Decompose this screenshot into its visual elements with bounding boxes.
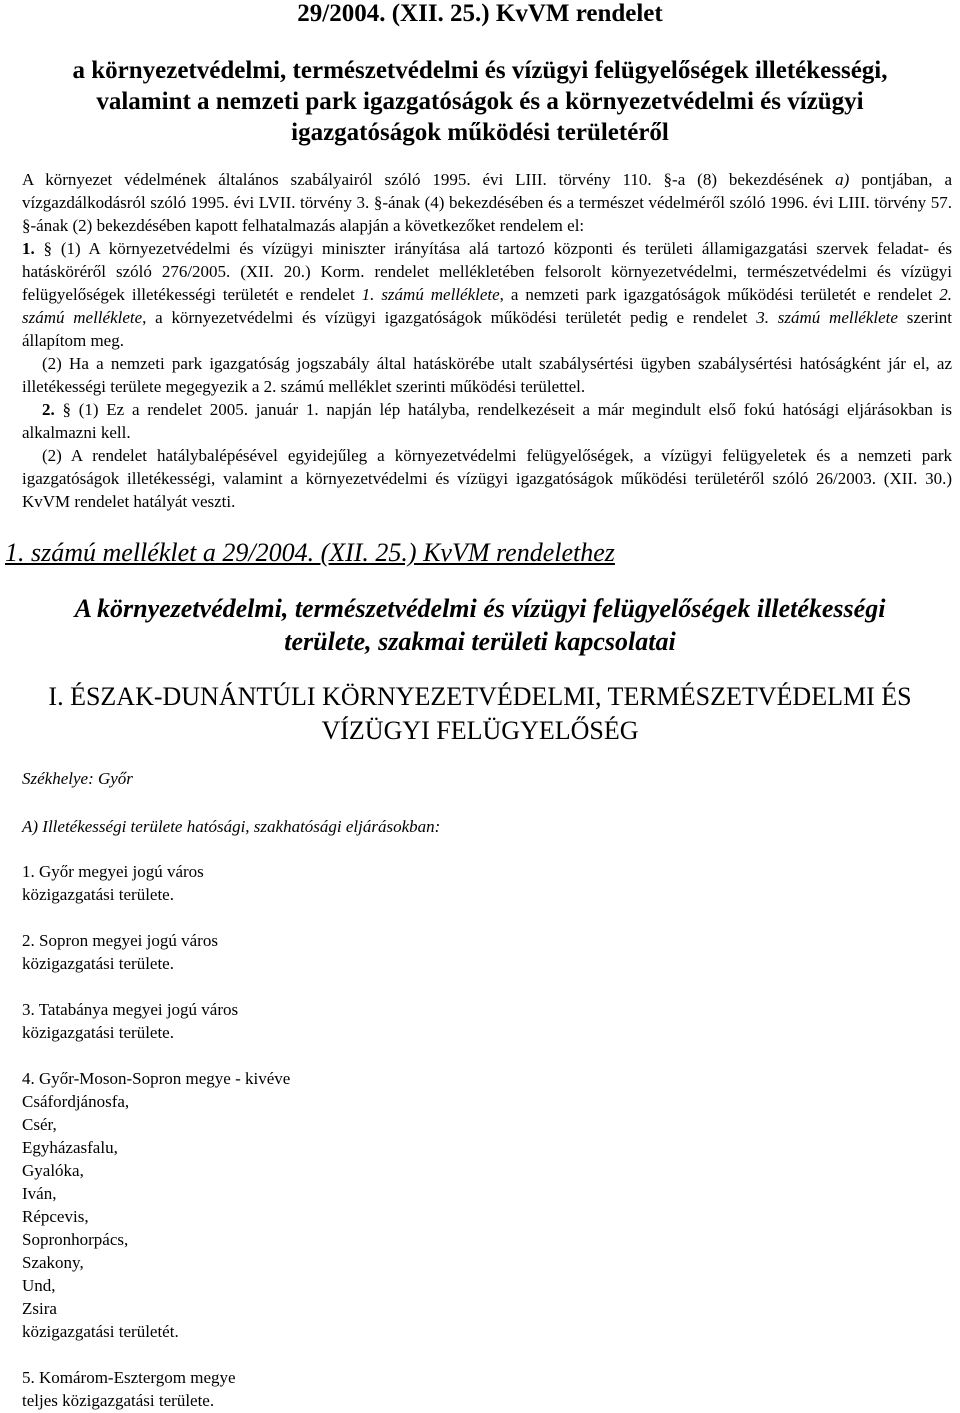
list-item-line: közigazgatási területe. <box>22 954 174 973</box>
annex-1-ref: 1. számú melléklete <box>361 285 500 304</box>
regulation-title-line-2: valamint a nemzeti park igazgatóságok és a környezetvédelmi és vízügyi <box>96 88 864 115</box>
list-item-line: teljes közigazgatási területe. <box>22 1391 215 1410</box>
section-1-text-c: , a nemzeti park igazgatóságok működési területét e rendelet <box>499 285 940 304</box>
annex-subtitle-line-2: területe, szakmai területi kapcsolatai <box>284 627 676 656</box>
list-item <box>22 1366 290 1412</box>
section-1-text-g: szerint állapítom meg. <box>22 308 953 350</box>
list-item-heading: 4. Győr-Moson-Sopron megye - kivéve <box>22 1069 291 1088</box>
list-item-line: Répcevis, <box>22 1207 89 1226</box>
section-2-number: 2. <box>42 400 55 419</box>
section-1-text-a: § (1) A környezetvédelmi és vízügyi miniszter irányítása alá tartozó központi és területi államigazgatási szervek feladat- és hatásköréről szóló 276/2005. (XII. 20.) Korm. rendelet mellékletében felsorolt környezetvédelmi, természetvédelmi és vízügyi felügyelőségek illetékességi területét e rendelet <box>22 239 952 304</box>
annex-subtitle-line-1: A környezetvédelmi, természetvédelmi és vízügyi felügyelőségek illetékességi <box>74 594 886 623</box>
list-item <box>22 860 290 906</box>
section-1-text-e: , a környezetvédelmi és vízügyi igazgatóságok működési területét pedig e rendelet <box>142 308 757 327</box>
preamble-text-end: pontjában, a vízgazdálkodásról szóló 1995. évi LVII. törvény 3. §-ának (4) bekezdésében és a természet védelméről szóló 1996. évi LIII. törvény 57. §-ának (2) bekezdésében kapott felhatalmazás alapján a következőket rendelem el: <box>22 170 952 235</box>
regulation-title-line-3: igazgatóságok működési területéről <box>291 119 669 146</box>
list-item-heading: 5. Komárom-Esztergom megye <box>22 1368 236 1387</box>
section-heading <box>0 680 960 748</box>
list-item-line: Egyházasfalu, <box>22 1138 118 1157</box>
preamble-text: A környezet védelmének általános szabályairól szóló 1995. évi LIII. törvény 110. §-a (8) bekezdésének <box>22 170 836 189</box>
list-item-line: Und, <box>22 1276 56 1295</box>
list-item <box>22 998 290 1044</box>
list-item-heading: 3. Tatabánya megyei jogú város <box>22 1000 239 1019</box>
annex-2-ref: 2. számú melléklete <box>22 285 953 327</box>
list-item-line: Szakony, <box>22 1253 84 1272</box>
list-item-heading: 1. Győr megyei jogú város <box>22 862 204 881</box>
seat-label: Székhelye: Győr <box>22 769 133 788</box>
section-2-paragraph-2: (2) A rendelet hatálybalépésével egyidejűleg a környezetvédelmi felügyelőségek, a vízügyi felügyeletek és a nemzeti park igazgatóságok illetékességi, valamint a környezetvédelmi és vízügyi igazgatóságok működési területéről szóló 26/2003. (XII. 30.) KvVM rendelet hatályát veszti. <box>22 446 952 511</box>
jurisdiction-list <box>22 860 290 1412</box>
list-item-line: Iván, <box>22 1184 57 1203</box>
section-1-paragraph-1 <box>22 237 952 352</box>
section-2-paragraph-1 <box>22 398 952 444</box>
list-item-line: Csér, <box>22 1115 57 1134</box>
preamble <box>22 168 952 237</box>
list-item-line: Csáfordjánosfa, <box>22 1092 130 1111</box>
annex-subtitle <box>0 592 960 658</box>
section-1-paragraph-2: (2) Ha a nemzeti park igazgatóság jogszabály által hatáskörébe utalt szabálysértési ügyben szabálysértési hatóságként jár el, az illetékességi területe megegyezik a 2. számú melléklet szerinti működési területtel. <box>22 354 952 396</box>
list-item <box>22 1067 290 1343</box>
list-item-line: közigazgatási területe. <box>22 885 174 904</box>
preamble-point: a) <box>835 170 850 189</box>
list-item <box>22 929 290 975</box>
annex-3-ref: 3. számú melléklete <box>756 308 898 327</box>
list-item-line: közigazgatási területét. <box>22 1322 179 1341</box>
list-item-line: Sopronhorpács, <box>22 1230 129 1249</box>
annex-title: 1. számú melléklet a 29/2004. (XII. 25.) KvVM rendelethez <box>5 538 615 567</box>
list-item-line: Gyalóka, <box>22 1161 84 1180</box>
section-1-number: 1. <box>22 239 35 258</box>
regulation-number: 29/2004. (XII. 25.) KvVM rendelet <box>297 0 663 27</box>
authority-heading: A) Illetékességi területe hatósági, szakhatósági eljárásokban: <box>22 817 441 836</box>
list-item-line: közigazgatási területe. <box>22 1023 174 1042</box>
regulation-title-line-1: a környezetvédelmi, természetvédelmi és vízügyi felügyelőségek illetékességi, <box>72 57 888 84</box>
section-heading-line-1: I. ÉSZAK-DUNÁNTÚLI KÖRNYEZETVÉDELMI, TERMÉSZETVÉDELMI ÉS <box>48 682 912 711</box>
list-item-line: Zsira <box>22 1299 57 1318</box>
list-item-heading: 2. Sopron megyei jogú város <box>22 931 218 950</box>
section-2-text: § (1) Ez a rendelet 2005. január 1. napján lép hatályba, rendelkezéseit a már megindult első fokú hatósági eljárásokban is alkalmazni kell. <box>22 400 952 442</box>
regulation-body <box>22 168 952 513</box>
section-heading-line-2: VÍZÜGYI FELÜGYELŐSÉG <box>321 716 639 745</box>
